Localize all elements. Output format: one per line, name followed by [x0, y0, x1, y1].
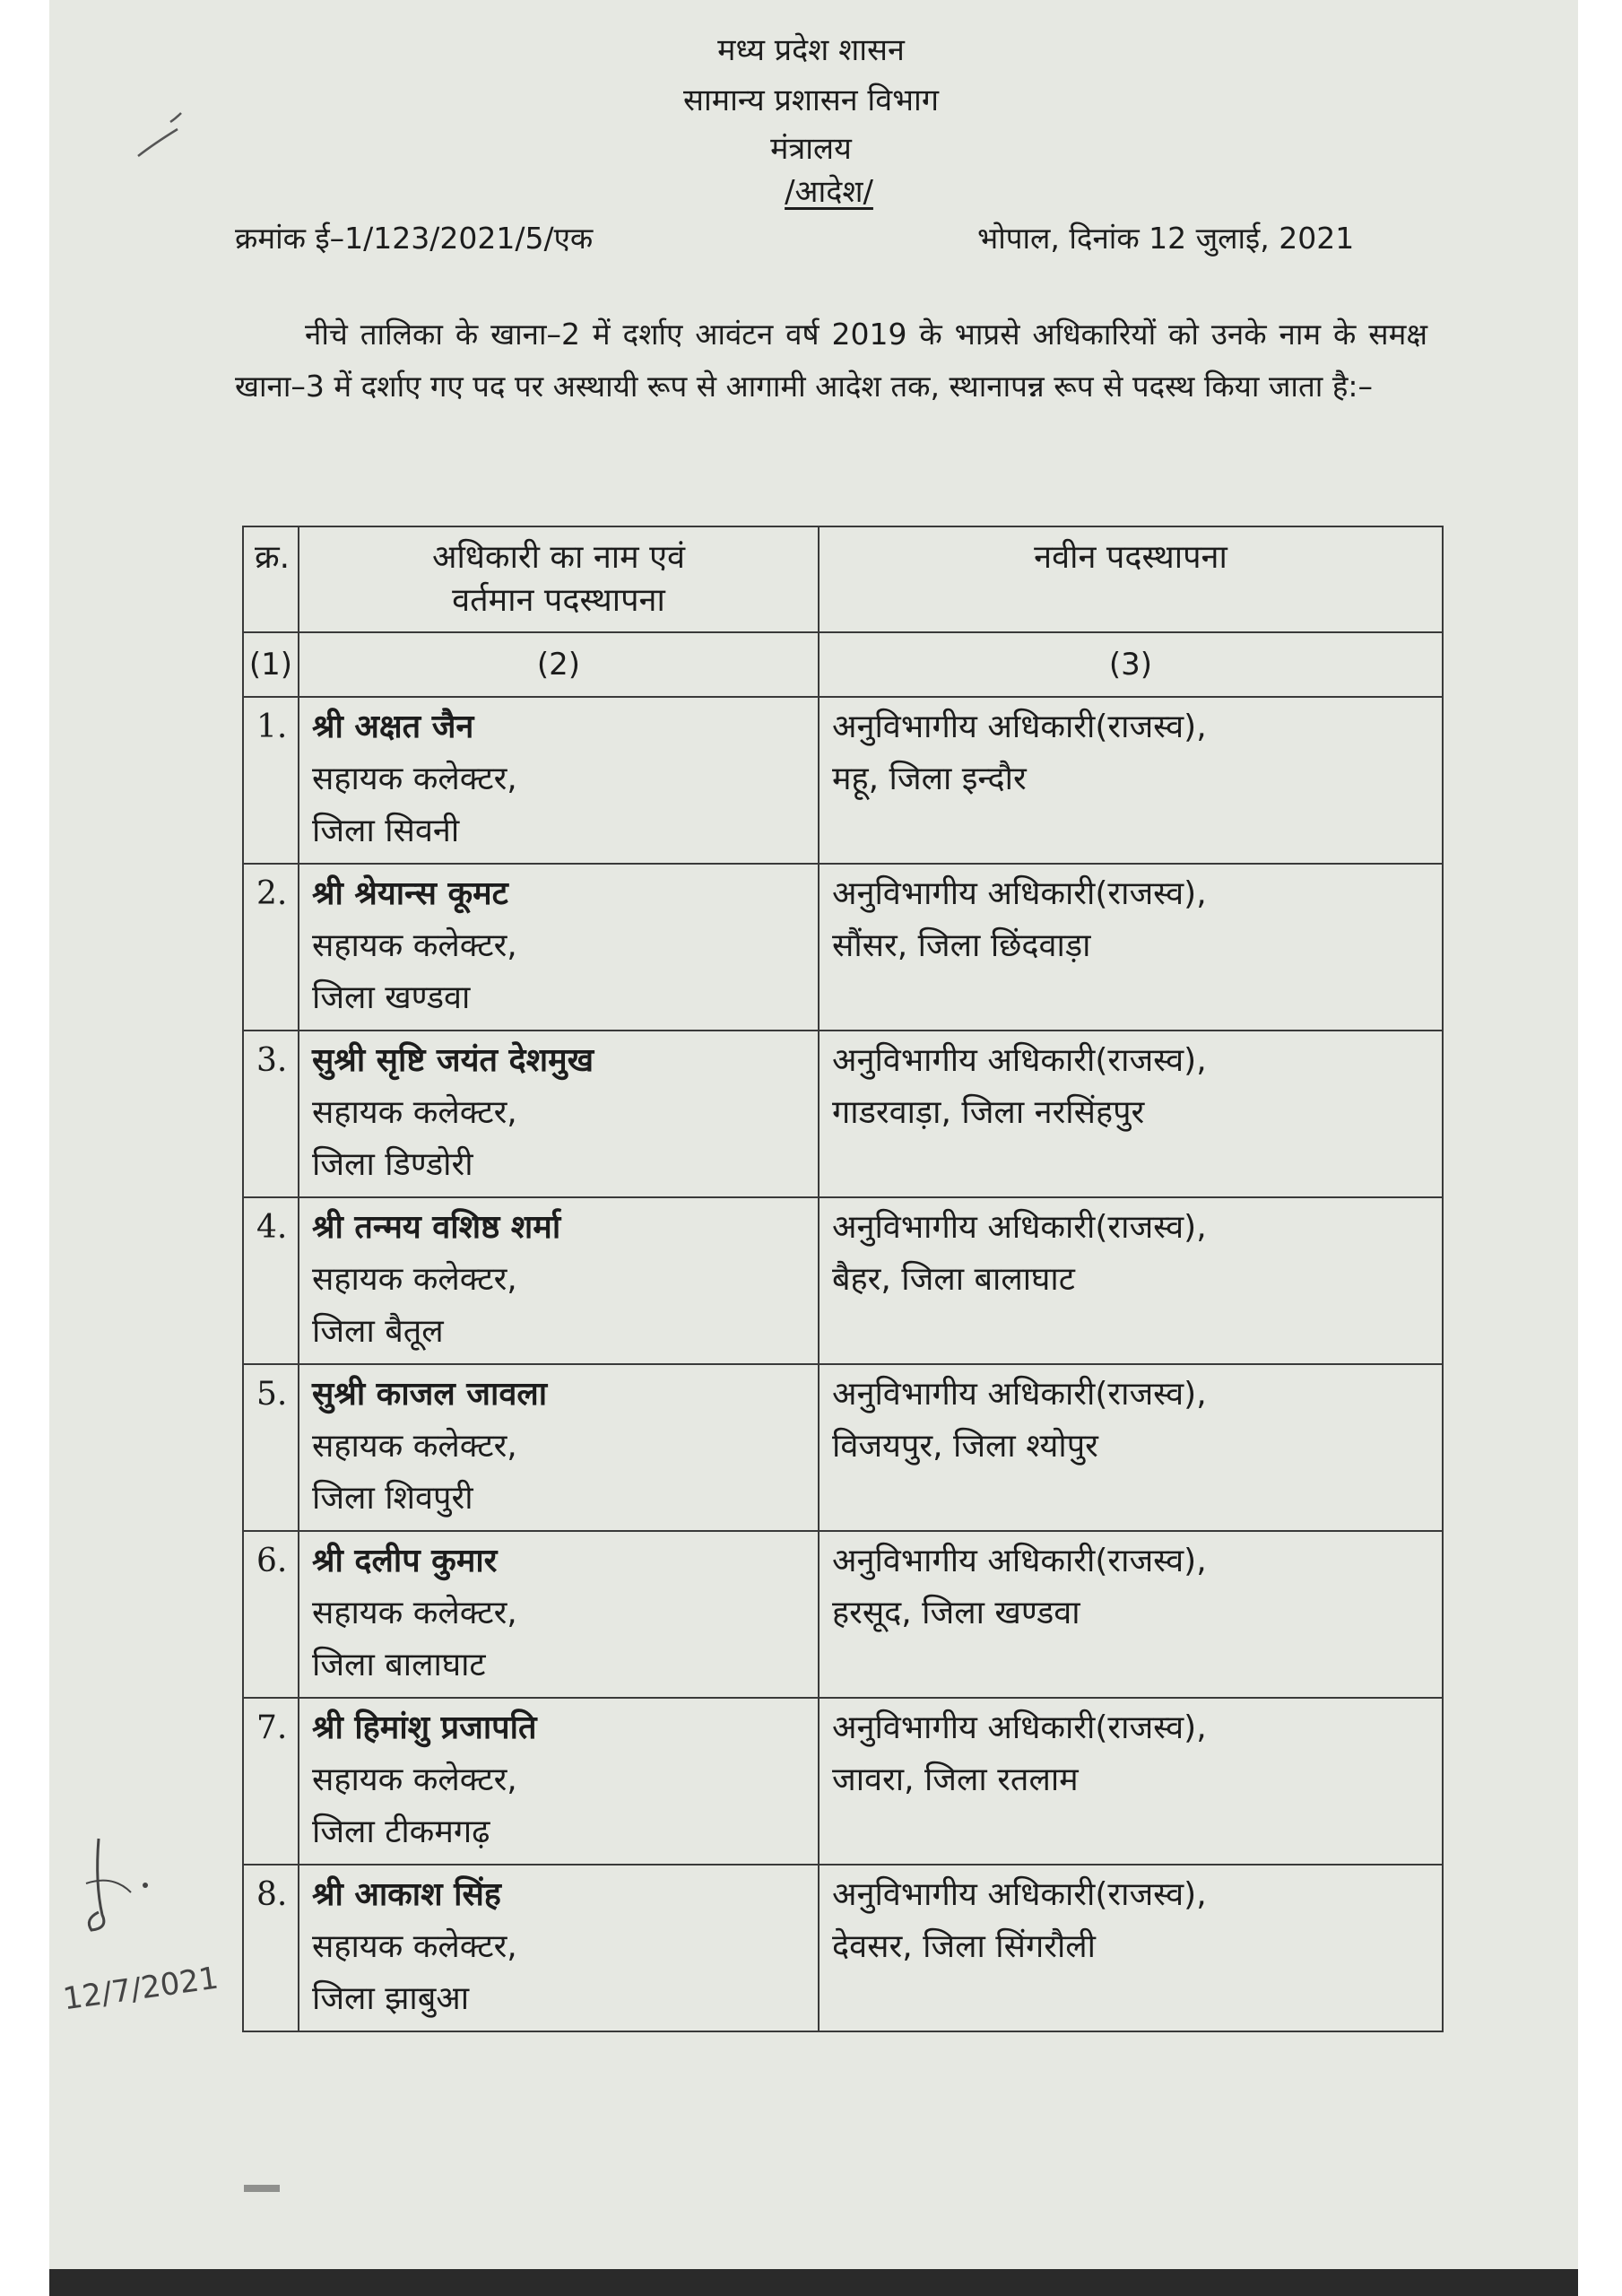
officer-name: श्री दलीप कुमार	[312, 1543, 498, 1579]
posting-title: अनुविभागीय अधिकारी(राजस्व),	[832, 1543, 1207, 1579]
new-posting-cell	[819, 1698, 1443, 1865]
posting-title: अनुविभागीय अधिकारी(राजस्व),	[832, 1709, 1207, 1746]
order-title: /आदेश/	[785, 174, 873, 210]
posting-title: अनुविभागीय अधिकारी(राजस्व),	[832, 709, 1207, 745]
table-row	[243, 1698, 1443, 1865]
handwritten-date: 12/7/2021	[60, 1960, 221, 2018]
posting-title: अनुविभागीय अधिकारी(राजस्व),	[832, 1042, 1207, 1079]
table-row	[243, 864, 1443, 1031]
officer-name: श्री हिमांशु प्रजापति	[312, 1709, 537, 1746]
header-department: सामान्य प्रशासन विभाग	[683, 83, 939, 118]
posting-location: गाडरवाड़ा, जिला नरसिंहपुर	[832, 1094, 1145, 1131]
header-name-line1: अधिकारी का नाम एवं	[431, 539, 686, 576]
officer-cell	[299, 1197, 819, 1364]
officer-name: सुश्री काजल जावला	[312, 1376, 548, 1413]
new-posting-cell	[819, 864, 1443, 1031]
posting-location: सौंसर, जिला छिंदवाड़ा	[832, 927, 1091, 964]
table-row	[243, 1197, 1443, 1364]
table-row	[243, 1364, 1443, 1531]
officer-cell	[299, 1531, 819, 1698]
officer-name: श्री आकाश सिंह	[312, 1876, 501, 1913]
header-sn-label: क्र.	[255, 539, 291, 576]
order-number: क्रमांक ई–1/123/2021/5/एक	[235, 221, 594, 256]
header-secretariat: मंत्रालय	[770, 131, 852, 167]
officer-cell	[299, 1865, 819, 2031]
officer-district: जिला शिवपुरी	[312, 1480, 473, 1517]
new-posting-cell	[819, 1364, 1443, 1531]
row-sn: 5.	[243, 1364, 299, 1531]
officer-designation: सहायक कलेक्टर,	[312, 1595, 517, 1631]
posting-title: अनुविभागीय अधिकारी(राजस्व),	[832, 1209, 1207, 1246]
row-sn: 7.	[243, 1698, 299, 1865]
handwritten-initials	[59, 1830, 239, 2018]
officer-designation: सहायक कलेक्टर,	[312, 1928, 517, 1965]
officer-cell	[299, 1031, 819, 1197]
officer-designation: सहायक कलेक्टर,	[312, 927, 517, 964]
posting-title: अनुविभागीय अधिकारी(राजस्व),	[832, 875, 1207, 912]
officer-cell	[299, 1364, 819, 1531]
header-sn	[243, 526, 299, 632]
new-posting-cell	[819, 1031, 1443, 1197]
officer-designation: सहायक कलेक्टर,	[312, 1761, 517, 1798]
officer-district: जिला बैतूल	[312, 1313, 444, 1350]
row-sn: 1.	[243, 697, 299, 864]
new-posting-cell	[819, 1197, 1443, 1364]
header-post: नवीन पदस्थापना	[819, 526, 1443, 632]
row-sn: 3.	[243, 1031, 299, 1197]
order-place-date: भोपाल, दिनांक 12 जुलाई, 2021	[977, 221, 1355, 256]
printer-mark	[244, 2185, 280, 2192]
row-sn: 2.	[243, 864, 299, 1031]
col-number-2: (2)	[299, 632, 819, 697]
officer-district: जिला बालाघाट	[312, 1647, 486, 1683]
new-posting-cell	[819, 1531, 1443, 1698]
posting-location: बैहर, जिला बालाघाट	[832, 1261, 1075, 1298]
officer-name: श्री अक्षत जैन	[312, 709, 474, 745]
officer-cell	[299, 697, 819, 864]
posting-table	[242, 526, 1444, 2032]
officer-cell	[299, 1698, 819, 1865]
posting-location: विजयपुर, जिला श्योपुर	[832, 1428, 1098, 1465]
table-row	[243, 1031, 1443, 1197]
intro-paragraph: नीचे तालिका के खाना–2 में दर्शाए आवंटन वर्ष 2019 के भाप्रसे अधिकारियों को उनके नाम के समक्ष खाना–3 में दर्शाए गए पद पर अस्थायी रूप से आगामी आदेश तक, स्थानापन्न रूप से पदस्थ किया जाता है:–	[235, 317, 1427, 404]
table-row	[243, 1865, 1443, 2031]
row-sn: 4.	[243, 1197, 299, 1364]
officer-district: जिला टीकमगढ़	[312, 1813, 490, 1850]
header-order	[18, 174, 1622, 210]
posting-title: अनुविभागीय अधिकारी(राजस्व),	[832, 1376, 1207, 1413]
header-government: मध्य प्रदेश शासन	[717, 32, 905, 68]
officer-designation: सहायक कलेक्टर,	[312, 761, 517, 797]
column-number-row	[243, 632, 1443, 697]
table-row	[243, 697, 1443, 864]
table-row	[243, 1531, 1443, 1698]
posting-title: अनुविभागीय अधिकारी(राजस्व),	[832, 1876, 1207, 1913]
row-sn: 8.	[243, 1865, 299, 2031]
posting-location: हरसूद, जिला खण्डवा	[832, 1595, 1080, 1631]
officer-designation: सहायक कलेक्टर,	[312, 1428, 517, 1465]
col-number-1: (1)	[243, 632, 299, 697]
table-header-row	[243, 526, 1443, 632]
header-name	[299, 526, 819, 632]
officer-district: जिला सिवनी	[312, 813, 460, 849]
officer-cell	[299, 864, 819, 1031]
posting-location: जावरा, जिला रतलाम	[832, 1761, 1079, 1798]
officer-district: जिला डिण्डोरी	[312, 1146, 473, 1183]
officer-name: श्री तन्मय वशिष्ठ शर्मा	[312, 1209, 561, 1246]
officer-name: श्री श्रेयान्स कूमट	[312, 875, 508, 912]
new-posting-cell	[819, 1865, 1443, 2031]
posting-location: महू, जिला इन्दौर	[832, 761, 1027, 797]
header-name-line2: वर्तमान पदस्थापना	[452, 582, 665, 619]
col-number-3: (3)	[819, 632, 1443, 697]
officer-designation: सहायक कलेक्टर,	[312, 1094, 517, 1131]
row-sn: 6.	[243, 1531, 299, 1698]
new-posting-cell	[819, 697, 1443, 864]
scan-edge	[49, 2269, 1578, 2296]
officer-name: सुश्री सृष्टि जयंत देशमुख	[312, 1042, 594, 1079]
posting-location: देवसर, जिला सिंगरौली	[832, 1928, 1096, 1965]
officer-designation: सहायक कलेक्टर,	[312, 1261, 517, 1298]
officer-district: जिला झाबुआ	[312, 1980, 470, 2017]
officer-district: जिला खण्डवा	[312, 979, 471, 1016]
